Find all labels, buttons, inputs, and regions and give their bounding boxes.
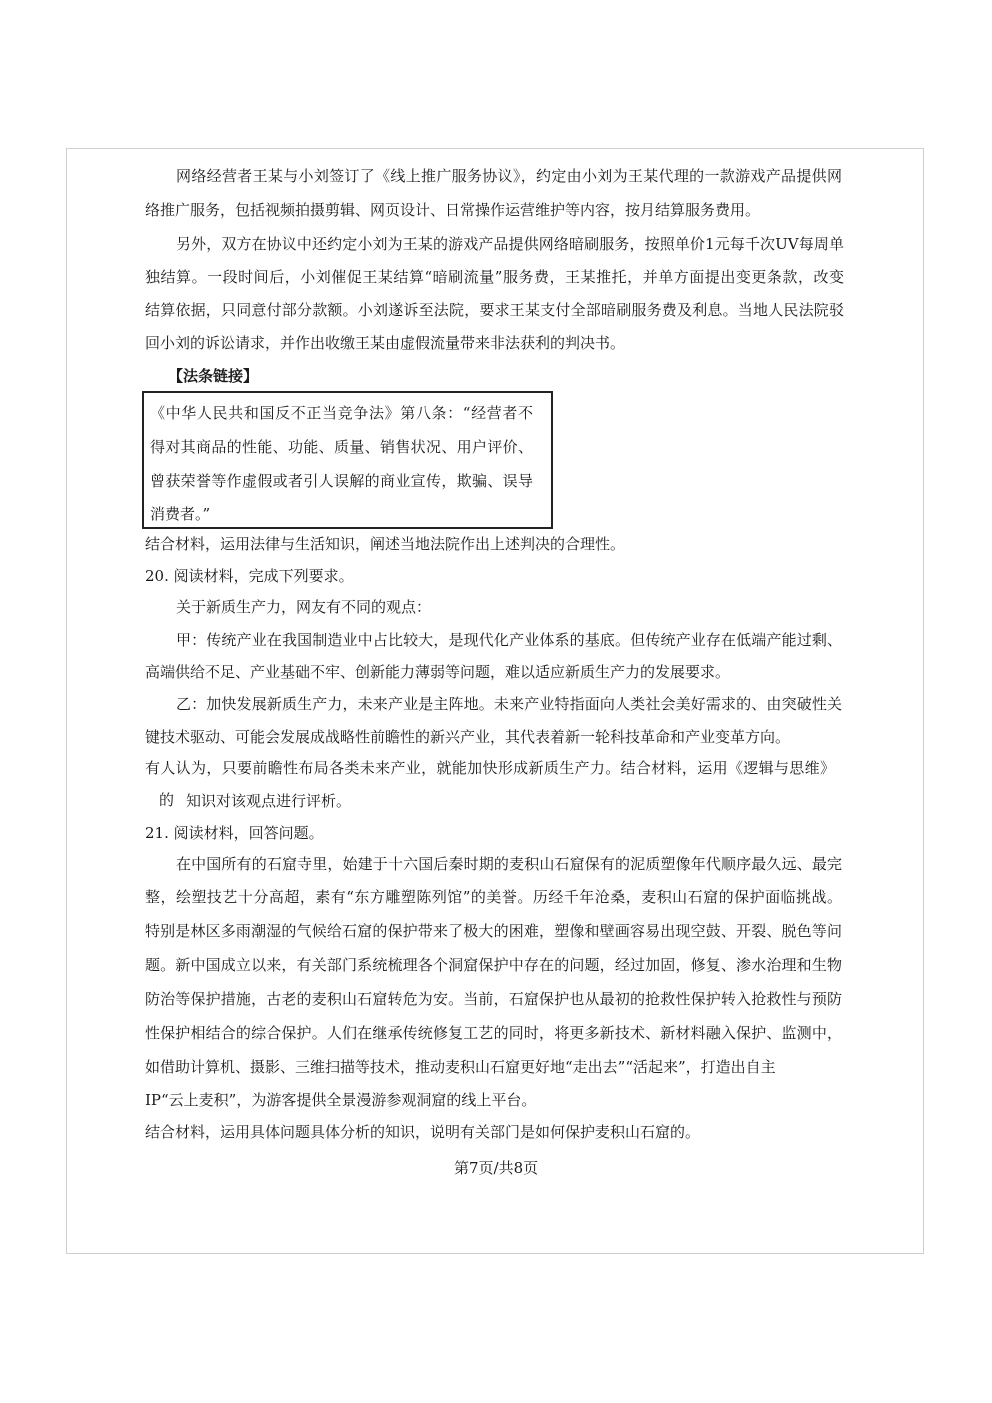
material-21-line: 题。新中国成立以来，有关部门系统梳理各个洞窟保护中存在的问题，经过加固，修复、渗水治理和生物	[145, 956, 842, 974]
question-20-prompt-line-2b: 知识对该观点进行评析。	[186, 792, 352, 810]
case-paragraph-2-line-4: 回小刘的诉讼请求，并作出收缴王某由虚假流量带来非法获利的判决书。	[145, 334, 626, 352]
material-21-line: 在中国所有的石窟寺里，始建于十六国后秦时期的麦积山石窟保有的泥质塑像年代顺序最久远、最完	[176, 855, 842, 873]
view-yi-line-1: 乙：加快发展新质生产力，未来产业是主阵地。未来产业特指面向人类社会美好需求的、由突破性关	[176, 695, 842, 713]
question-21-prompt: 结合材料，运用具体问题具体分析的知识，说明有关部门是如何保护麦积山石窟的。	[145, 1123, 701, 1141]
question-20-title: 20. 阅读材料，完成下列要求。	[145, 567, 354, 585]
case-paragraph-1-line-2: 络推广服务，包括视频拍摄剪辑、网页设计、日常操作运营维护等内容，按月结算服务费用。	[145, 201, 761, 219]
material-21-line: 特别是林区多雨潮湿的气候给石窟的保护带来了极大的困难，塑像和壁画容易出现空鼓、开裂、脱色等问	[145, 922, 842, 940]
question-20-intro: 关于新质生产力，网友有不同的观点：	[176, 598, 432, 616]
material-21-line: IP“云上麦积”，为游客提供全景漫游参观洞窟的线上平台。	[145, 1091, 537, 1109]
case19-question: 结合材料，运用法律与生活知识，阐述当地法院作出上述判决的合理性。	[145, 535, 626, 553]
material-21-line: 整，绘塑技艺十分高超，素有“东方雕塑陈列馆”的美誉。历经千年沧桑，麦积山石窟的保护面临挑战。	[145, 888, 842, 906]
question-21-title: 21. 阅读材料，回答问题。	[145, 824, 324, 842]
view-jia-line-1: 甲：传统产业在我国制造业中占比较大，是现代化产业体系的基底。但传统产业存在低端产能过剩、	[176, 631, 842, 649]
case-paragraph-1-line-1: 网络经营者王某与小刘签订了《线上推广服务协议》，约定由小刘为王某代理的一款游戏产品提供网	[176, 167, 842, 185]
page-number: 第7页/共8页	[454, 1159, 539, 1177]
case-paragraph-2-line-3: 结算依据，只同意付部分款额。小刘遂诉至法院，要求王某支付全部暗刷服务费及利息。当地人民法院驳	[145, 301, 844, 319]
material-21-line: 防治等保护措施，古老的麦积山石窟转危为安。当前，石窟保护也从最初的抢救性保护转入抢救性与预防	[145, 990, 842, 1008]
law-excerpt-line: 《中华人民共和国反不正当竞争法》第八条：“经营者不	[150, 404, 533, 422]
view-yi-line-2: 键技术驱动、可能会发展成战略性前瞻性的新兴产业，其代表着新一轮科技革命和产业变革方向。	[145, 728, 791, 746]
law-excerpt-line: 消费者。”	[150, 505, 211, 523]
law-link-heading: 【法条链接】	[168, 367, 259, 385]
material-21-line: 性保护相结合的综合保护。人们在继承传统修复工艺的同时，将更多新技术、新材料融入保护、监测中，	[145, 1024, 842, 1042]
question-20-prompt-line-1: 有人认为，只要前瞻性布局各类未来产业，就能加快形成新质生产力。结合材料，运用《逻辑与思维》	[145, 759, 835, 777]
case-paragraph-2-line-1: 另外，双方在协议中还约定小刘为王某的游戏产品提供网络暗刷服务，按照单价1元每千次UV每周单	[176, 235, 844, 253]
view-jia-line-2: 高端供给不足、产业基础不牢、创新能力薄弱等问题，难以适应新质生产力的发展要求。	[145, 663, 731, 681]
question-20-prompt-line-2a: 的	[159, 791, 175, 809]
case-paragraph-2-line-2: 独结算。一段时间后，小刘催促王某结算“暗刷流量”服务费，王某推托，并单方面提出变更条款，改变	[145, 268, 844, 286]
material-21-line: 如借助计算机、摄影、三维扫描等技术，推动麦积山石窟更好地“走出去”“活起来”，打造出自主	[145, 1058, 776, 1076]
law-excerpt-line: 曾获荣誉等作虚假或者引人误解的商业宣传，欺骗、误导	[150, 472, 533, 490]
law-excerpt-line: 得对其商品的性能、功能、质量、销售状况、用户评价、	[150, 438, 533, 456]
